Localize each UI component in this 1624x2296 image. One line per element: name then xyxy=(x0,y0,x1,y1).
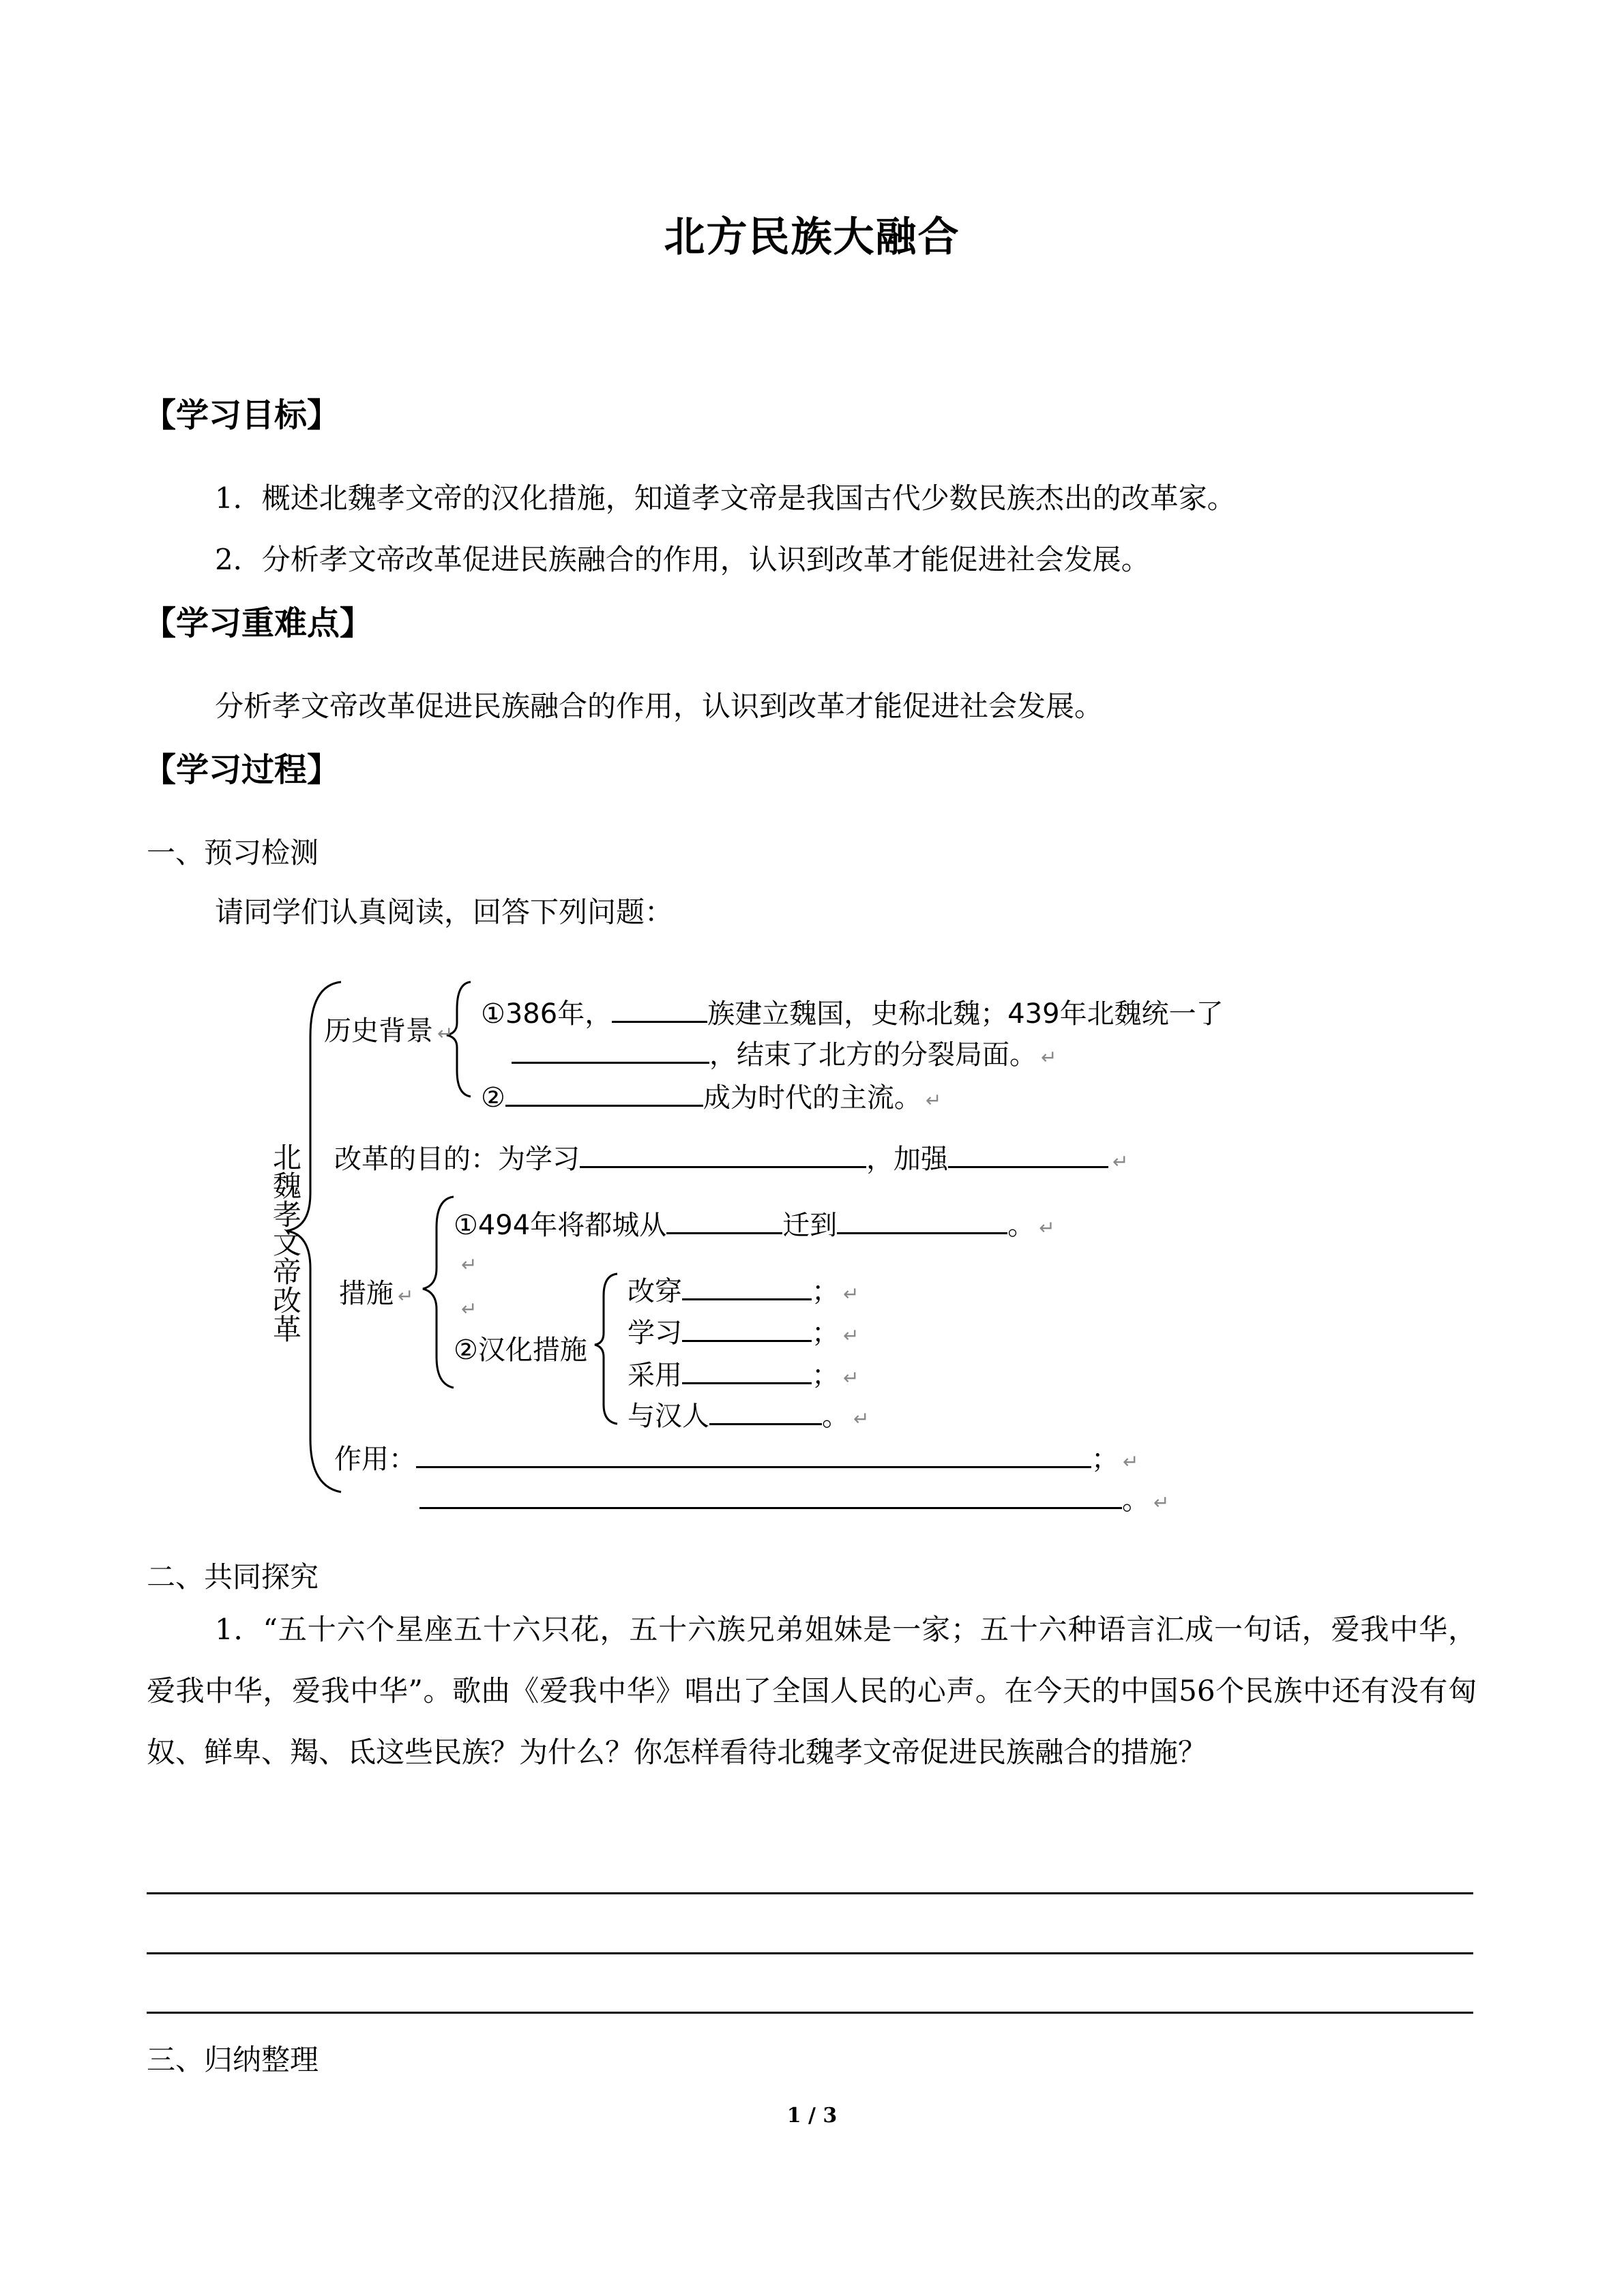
key-points-heading: 【学习重难点】 xyxy=(143,604,373,642)
period: 。 xyxy=(822,1401,849,1432)
answer-line xyxy=(147,1952,1473,1954)
hanhua-item-4 xyxy=(628,1395,869,1433)
background-label-text: 历史背景 xyxy=(324,1015,433,1047)
explore-heading: 二、共同探究 xyxy=(147,1560,319,1594)
preview-heading: 一、预习检测 xyxy=(147,836,319,869)
return-mark: ↵ xyxy=(461,1253,477,1276)
return-mark: ↵ xyxy=(461,1298,477,1320)
blank xyxy=(837,1208,1007,1234)
blank xyxy=(416,1442,1091,1468)
background-label xyxy=(324,1009,453,1048)
blank xyxy=(512,1037,709,1064)
m2-c: 采用 xyxy=(628,1360,682,1391)
semicolon: ； xyxy=(1091,1444,1119,1475)
measures-brace xyxy=(423,1197,454,1388)
background-item-1-cont xyxy=(512,1033,1057,1072)
bg-1b: 族建立魏国，史称北魏；439年北魏统一了 xyxy=(707,998,1224,1030)
page-number: 1 / 3 xyxy=(786,2104,838,2128)
preview-instruction: 请同学们认真阅读，回答下列问题： xyxy=(215,895,674,929)
blank xyxy=(612,996,707,1023)
return-mark: ↵ xyxy=(843,1367,859,1389)
background-item-2 xyxy=(481,1076,941,1115)
blank-line-marker xyxy=(457,1291,477,1322)
blank xyxy=(682,1315,812,1342)
summary-heading: 三、归纳整理 xyxy=(147,2043,319,2076)
effect-line-2 xyxy=(419,1478,1169,1517)
return-mark: ↵ xyxy=(843,1324,859,1347)
background-brace xyxy=(447,982,471,1097)
blank xyxy=(948,1142,1108,1168)
objective-1: 1．概述北魏孝文帝的汉化措施，知道孝文帝是我国古代少数民族杰出的改革家。 xyxy=(215,481,1236,515)
measure-1b: 迁到 xyxy=(782,1210,838,1241)
hanhua-item-2 xyxy=(628,1311,859,1350)
background-item-1 xyxy=(481,992,1224,1031)
bg-1c: ，结束了北方的分裂局面。 xyxy=(709,1039,1037,1071)
m2-a: 改穿 xyxy=(628,1276,682,1307)
semicolon: ； xyxy=(812,1276,839,1307)
root-brace xyxy=(286,982,341,1492)
diagram-root-label: 北魏孝文帝改革 xyxy=(269,1142,302,1343)
measure-1a: ①494年将都城从 xyxy=(454,1210,667,1241)
blank xyxy=(682,1358,812,1384)
blank xyxy=(505,1080,703,1107)
semicolon: ； xyxy=(812,1360,839,1391)
blank xyxy=(666,1208,782,1234)
return-mark: ↵ xyxy=(437,1022,454,1045)
objectives-heading: 【学习目标】 xyxy=(143,396,340,434)
return-mark: ↵ xyxy=(1112,1150,1129,1173)
measures-label xyxy=(339,1272,413,1311)
explore-question-1: 1．“五十六个星座五十六只花，五十六族兄弟姐妹是一家；五十六种语言汇成一句话，爱我中华，爱我中华，爱我中华”。歌曲《爱我中华》唱出了全国人民的心声。在今天的中国56个民族中还有没有匈奴、鲜卑、羯、氐这些民族？为什么？你怎样看待北魏孝文帝促进民族融合的措施？ xyxy=(147,1613,1477,1769)
purpose-line xyxy=(334,1137,1128,1176)
return-mark: ↵ xyxy=(1153,1491,1170,1514)
measures-label-text: 措施 xyxy=(339,1278,394,1309)
bg-1a: ①386年， xyxy=(481,998,612,1030)
return-mark: ↵ xyxy=(843,1283,859,1305)
measure-2: ②汉化措施 xyxy=(454,1335,587,1366)
hanhua-brace xyxy=(595,1274,617,1424)
process-heading: 【学习过程】 xyxy=(143,751,340,789)
return-mark: ↵ xyxy=(1039,1217,1055,1239)
hanhua-item-3 xyxy=(628,1354,859,1392)
hanhua-item-1 xyxy=(628,1270,859,1309)
m2-b: 学习 xyxy=(628,1317,682,1349)
purpose-b: ，加强 xyxy=(866,1144,948,1175)
purpose-a: 改革的目的：为学习 xyxy=(334,1144,580,1175)
return-mark: ↵ xyxy=(925,1089,942,1112)
effect-label: 作用： xyxy=(334,1444,416,1475)
return-mark: ↵ xyxy=(1123,1450,1139,1473)
bg-2b: 成为时代的主流。 xyxy=(703,1082,921,1114)
effect-line-1 xyxy=(334,1437,1138,1476)
key-points-text: 分析孝文帝改革促进民族融合的作用，认识到改革才能促进社会发展。 xyxy=(215,689,1104,723)
blank xyxy=(682,1274,812,1300)
return-mark: ↵ xyxy=(853,1407,870,1430)
return-mark: ↵ xyxy=(398,1285,414,1307)
answer-line xyxy=(147,2012,1473,2014)
m2-d: 与汉人 xyxy=(628,1401,709,1432)
objective-2: 2．分析孝文帝改革促进民族融合的作用，认识到改革才能促进社会发展。 xyxy=(215,543,1150,576)
blank xyxy=(580,1142,866,1168)
answer-line xyxy=(147,1892,1473,1894)
bg-2a: ② xyxy=(481,1082,505,1114)
blank-line-marker xyxy=(457,1247,477,1278)
blank xyxy=(709,1399,822,1425)
blank xyxy=(419,1482,1122,1509)
measure-1c: 。 xyxy=(1007,1210,1035,1241)
semicolon: ； xyxy=(812,1317,839,1349)
page-title: 北方民族大融合 xyxy=(664,213,960,261)
period: 。 xyxy=(1122,1485,1149,1516)
return-mark: ↵ xyxy=(1041,1046,1057,1069)
measure-1 xyxy=(454,1204,1055,1242)
